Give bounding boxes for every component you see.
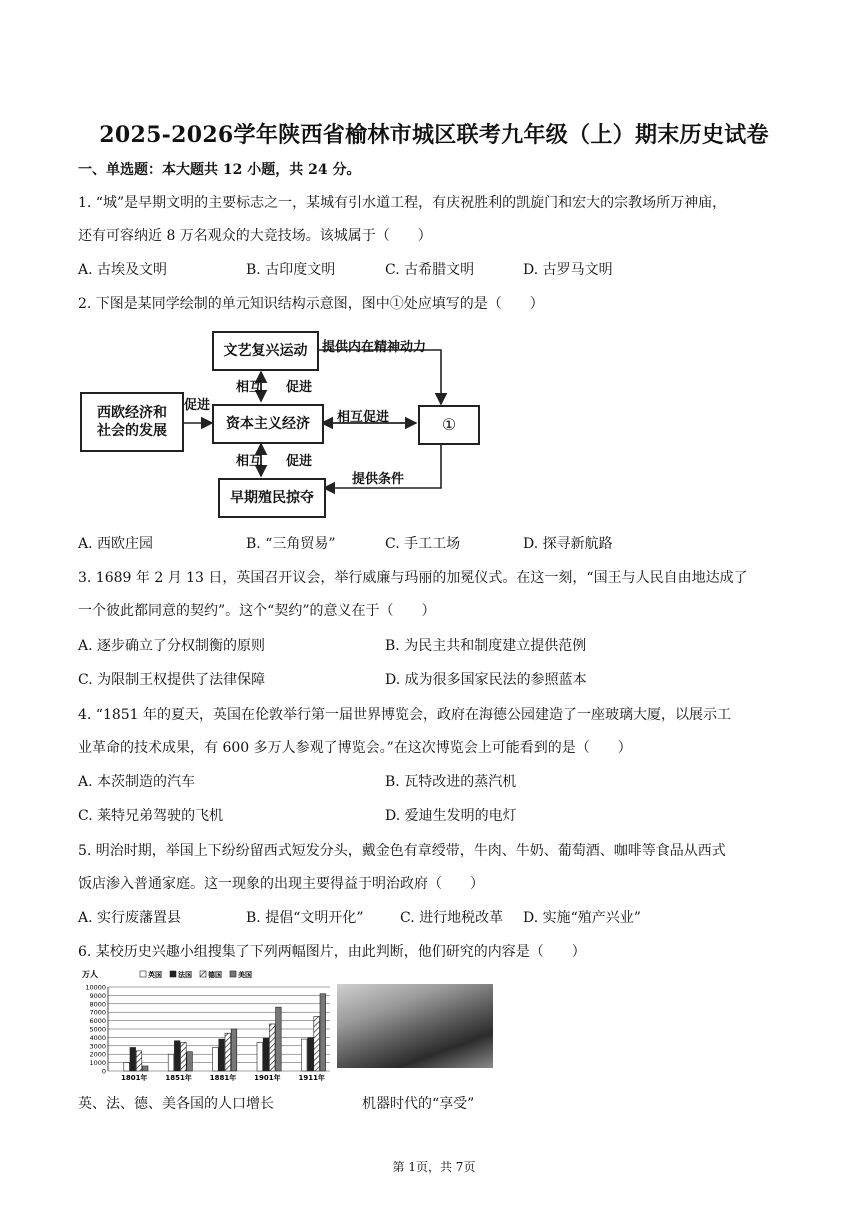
label-spirit-motivation: 提供内在精神动力	[322, 340, 427, 355]
q2-option-a: A. 西欧庄园	[78, 536, 154, 552]
bar	[213, 1047, 219, 1071]
y-tick-label: 5000	[89, 1025, 106, 1034]
q1-option-a: A. 古埃及文明	[78, 262, 168, 278]
bar	[263, 1038, 269, 1071]
q4-option-b: B. 瓦特改进的蒸汽机	[385, 774, 517, 790]
q1-option-b: B. 古印度文明	[246, 262, 336, 278]
population-chart-svg	[78, 968, 333, 1086]
q3-stem-line2: 一个彼此都同意的契约”。这个“契约”的意义在于（ ）	[78, 603, 436, 619]
label-promote-2: 促进	[286, 454, 313, 469]
legend-label: 英国	[148, 971, 162, 979]
population-chart	[78, 968, 333, 1086]
x-tick-label: 1801年	[120, 1074, 148, 1082]
x-tick-label: 1901年	[254, 1074, 281, 1082]
q4-stem-line2: 业革命的技术成果，有 600 多万人参观了博览会。”在这次博览会上可能看到的是（ ）	[78, 740, 632, 756]
legend-label: 美国	[238, 971, 252, 979]
label-mutual-1: 相互	[236, 380, 263, 395]
bar	[301, 1039, 307, 1071]
q5-stem-line1: 5. 明治时期，举国上下纷纷留西式短发分头，戴金色有章绶带，牛肉、牛奶、葡萄酒、咖啡等食品从西式	[78, 843, 726, 859]
photo-caption: 机器时代的“享受”	[362, 1096, 475, 1112]
legend-label: 法国	[178, 971, 192, 979]
y-tick-label: 1000	[89, 1059, 106, 1068]
bar	[231, 1029, 237, 1071]
q2-stem: 2. 下图是某同学绘制的单元知识结构示意图，图中①处应填写的是（ ）	[78, 296, 544, 312]
q3-option-a: A. 逐步确立了分权制衡的原则	[78, 638, 266, 654]
machine-age-photo	[337, 984, 493, 1068]
box-western-line1: 西欧经济和	[97, 405, 167, 421]
y-tick-label: 10000	[85, 983, 106, 992]
q5-option-b: B. 提倡“文明开化”	[246, 910, 364, 926]
q2-option-d: D. 探寻新航路	[523, 536, 613, 552]
bar	[124, 1063, 130, 1071]
bar	[219, 1039, 225, 1071]
x-tick-label: 1851年	[165, 1074, 192, 1082]
q5-option-d: D. 实施“殖产兴业”	[523, 910, 641, 926]
y-tick-label: 8000	[89, 1000, 106, 1009]
q4-option-a: A. 本茨制造的汽车	[78, 774, 196, 790]
q1-option-d: D. 古罗马文明	[523, 262, 613, 278]
q3-option-c: C. 为限制王权提供了法律保障	[78, 672, 266, 688]
box-blank-1: ①	[418, 405, 480, 445]
y-tick-label: 9000	[89, 991, 106, 1000]
q5-option-a: A. 实行废藩置县	[78, 910, 182, 926]
q3-option-b: B. 为民主共和制度建立提供范例	[385, 638, 587, 654]
legend-swatch	[200, 971, 206, 977]
y-axis-label: 万人	[82, 970, 98, 979]
bar	[276, 1007, 282, 1071]
y-tick-label: 0	[101, 1067, 106, 1076]
box-western-line2: 社会的发展	[97, 423, 167, 439]
chart-caption: 英、法、德、美各国的人口增长	[78, 1096, 274, 1112]
bar	[257, 1042, 263, 1071]
bar	[320, 994, 326, 1071]
q1-stem-line2: 还有可容纳近 8 万名观众的大竞技场。该城属于（ ）	[78, 228, 432, 244]
bar	[187, 1052, 193, 1071]
bar	[174, 1041, 180, 1071]
x-tick-label: 1911年	[298, 1074, 326, 1082]
y-tick-label: 7000	[89, 1008, 106, 1017]
box-renaissance: 文艺复兴运动	[212, 331, 319, 371]
bar	[136, 1051, 142, 1071]
q4-option-c: C. 莱特兄弟驾驶的飞机	[78, 808, 224, 824]
bar	[168, 1054, 174, 1071]
legend-swatch	[140, 971, 146, 977]
q4-option-d: D. 爱迪生发明的电灯	[385, 808, 517, 824]
q1-option-c: C. 古希腊文明	[385, 262, 475, 278]
label-promote-left: 促进	[184, 398, 211, 413]
y-tick-label: 4000	[89, 1033, 106, 1042]
q6-stem: 6. 某校历史兴趣小组搜集了下列两幅图片，由此判断，他们研究的内容是（ ）	[78, 944, 586, 960]
y-tick-label: 6000	[89, 1017, 106, 1026]
bar	[225, 1033, 231, 1071]
q4-stem-line1: 4. “1851 年的夏天，英国在伦敦举行第一届世界博览会，政府在海德公园建造了一座玻璃大厦，以展示工	[78, 707, 732, 723]
page-footer: 第 1页，共 7页	[392, 1160, 476, 1174]
label-provide-conditions: 提供条件	[352, 472, 405, 487]
legend-swatch	[170, 971, 176, 977]
label-mutual-promote: 相互促进	[337, 410, 390, 425]
bar	[308, 1038, 314, 1071]
q5-stem-line2: 饭店渗入普通家庭。这一现象的出现主要得益于明治政府（ ）	[78, 876, 484, 892]
box-western-development	[80, 392, 184, 452]
q2-option-b: B. “三角贸易”	[246, 536, 336, 552]
page-title: 2025-2026学年陕西省榆林市城区联考九年级（上）期末历史试卷	[99, 122, 769, 148]
bar	[142, 1066, 148, 1071]
y-tick-label: 3000	[89, 1042, 106, 1051]
q3-stem-line1: 3. 1689 年 2 月 13 日，英国召开议会，举行威廉与玛丽的加冕仪式。在这一刻，“国王与人民自由地达成了	[78, 570, 748, 586]
label-mutual-2: 相互	[236, 454, 263, 469]
q5-option-c: C. 进行地税改革	[400, 910, 504, 926]
legend-swatch	[230, 971, 236, 977]
box-colonial: 早期殖民掠夺	[218, 478, 326, 518]
legend-label: 德国	[208, 971, 222, 979]
q2-option-c: C. 手工工场	[385, 536, 461, 552]
bar	[269, 1024, 275, 1071]
x-tick-label: 1881年	[209, 1074, 237, 1082]
box-capitalism: 资本主义经济	[212, 404, 324, 444]
section-heading: 一、单选题：本大题共 12 小题，共 24 分。	[78, 162, 361, 178]
q3-option-d: D. 成为很多国家民法的参照蓝本	[385, 672, 587, 688]
bar	[314, 1016, 320, 1071]
q1-stem-line1: 1. “城”是早期文明的主要标志之一，某城有引水道工程，有庆祝胜利的凯旋门和宏大的宗教场所万神庙，	[78, 195, 727, 211]
bar	[181, 1042, 187, 1071]
bar	[130, 1047, 136, 1071]
y-tick-label: 2000	[89, 1050, 106, 1059]
label-promote-1: 促进	[286, 380, 313, 395]
